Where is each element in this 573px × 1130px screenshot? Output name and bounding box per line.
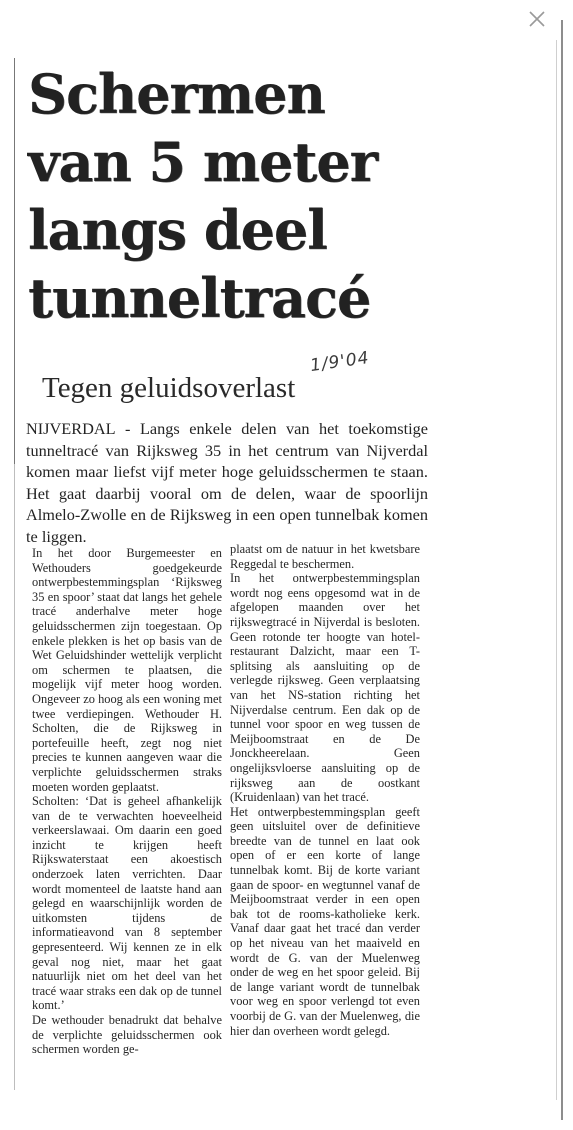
paragraph: In het door Burgemeester en Wethouders goedgekeurde ontwerpbestemmingsplan ‘Rijksweg 35 en spoor’ staat dat langs het gehele tracé anderhalve meter hoge geluidsschermen zijn toegestaan. Op enkele plekken is het op basis van de Wet Geluidshinder wettelijk verplicht om schermen te plaatsen, die mogelijk vijf meter hoog worden. Ongeveer zo hoog als een woning met twee verdiepingen. Wethouder H. Scholten, die de Rijksweg in portefeuille heeft, zegt nog niet precies te kunnen aangeven waar die verplichte geluidsschermen straks moeten worden geplaatst. (32, 546, 222, 794)
scan-edge (561, 20, 563, 1120)
paragraph: Het ontwerpbestemmingsplan geeft geen uitsluitel over de definitieve breedte van de tunnel en laat ook open of er een korte of lange tunnelbak komt. Bij de korte variant gaan de spoor- en wegtunnel vanaf de Meijboomstraat verder in een open bak tot de rooms-katholieke kerk. Vanaf daar gaat het tracé dan verder op het niveau van het maaiveld en wordt de G. van der Muelenweg onder de weg en het spoor geleid. Bij de lange variant wordt de tunnelbak voor weg en spoor verlengd tot even voorbij de G. van der Muelenweg, die hier dan overheen wordt gelegd. (230, 804, 420, 1038)
intro-text: - Langs enkele delen van het toekomstige tunneltracé van Rijksweg 35 in het centrum van Nijverdal komen maar liefst vijf meter hoge geluidsschermen te staan. Het gaat daarbij vooral om de delen, waar de spoorlijn Almelo-Zwolle en de Rijksweg in een open tunnelbak komen te liggen. (26, 419, 428, 546)
close-icon[interactable] (526, 8, 548, 30)
dateline: NIJVERDAL (26, 419, 116, 438)
scan-edge (556, 40, 557, 1100)
newspaper-clipping (12, 52, 552, 1102)
column-rule (14, 58, 15, 464)
article-column-left (32, 546, 222, 1057)
headline-line: van 5 meter (28, 130, 378, 194)
headline-line: tunneltracé (28, 266, 371, 330)
headline (28, 60, 448, 332)
subheadline: Tegen geluidsoverlast (42, 372, 296, 404)
paragraph: De wethouder benadrukt dat behalve de verplichte geluidsschermen ook schermen worden ge- (32, 1013, 222, 1057)
headline-line: langs deel (28, 198, 327, 262)
paragraph: Scholten: ‘Dat is geheel afhankelijk van de te verwachten hoeveelheid verkeerslawaai. Om daarin een goed inzicht te krijgen heeft Rijkswaterstaat een akoestisch onderzoek laten verrichten. Daar wordt momenteel de laatste hand aan gelegd en waarschijnlijk worden de uitkomsten tijdens de informatieavond van 8 september gepresenteerd. Wij kennen ze in elk geval nog niet, maar het gaat natuurlijk niet om het deel van het tracé waar straks een dak op de tunnel komt.’ (32, 794, 222, 1013)
handwritten-date: 1/9'04 (308, 347, 371, 377)
article-column-right (230, 542, 420, 1038)
headline-line: Schermen (28, 62, 325, 126)
paragraph: plaatst om de natuur in het kwetsbare Reggedal te beschermen. (230, 542, 420, 571)
paragraph: In het ontwerpbestemmingsplan wordt nog eens opgesomd wat in de afgelopen maanden over het rijkswegtracé in Nijverdal is besloten. Geen rotonde ter hoogte van hotel-restaurant Dalzicht, maar een T-splitsing als aansluiting op de verlegde rijksweg. Geen verplaatsing van het NS-station richting het Nijverdalse centrum. Een dak op de tunnel voor spoor en weg tussen de Meijboomstraat en de De Jonckheerelaan. Geen ongelijksvloerse aansluiting op de rijksweg aan de oostkant (Kruidenlaan) van het tracé. (230, 571, 420, 805)
intro-paragraph (26, 418, 428, 547)
